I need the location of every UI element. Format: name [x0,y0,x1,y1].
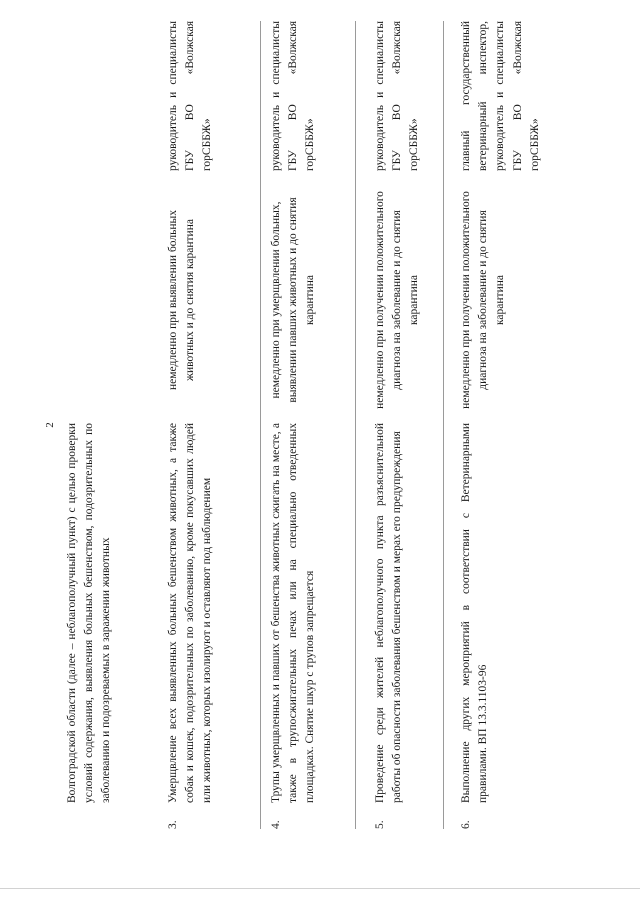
row-number: 4. [270,820,282,829]
page-number: 2 [44,422,56,428]
responsible-text: руководитель и специалисты ГБУ ВО «Волжская горСББЖ» [270,21,317,171]
row-number: 3. [167,820,179,829]
row-number: 6. [460,820,472,829]
measure-text: Выполнение других мероприятий в соответствии с Ветеринарными правилами. ВП 13.3.1103-96 [460,423,490,803]
term-text: немедленно при получении положительного диагноза на заболевание и до снятия карантина [460,191,507,409]
intro-text: Волгоградской области (далее – неблагополучный пункт) с целью проверки условий содержания, выявления больных бешенством, подозрительных по заболеванию и подозреваемых в заражении животных [66,423,113,803]
measure-text: Трупы умерщвленных и павших от бешенства животных сжигать на месте, а также в трупосжигательных печах или на специально отведенных площадках. Снятие шкур с трупов запрещается [270,423,317,803]
measure-text: Проведение среди жителей неблагополучного пункта разъяснительной работы об опасности заболевания бешенством и мерах его предупреждения [374,423,404,803]
responsible-text: главный государственный ветеринарный инспектор, руководитель и специалисты ГБУ ВО «Волжская горСББЖ» [460,21,541,171]
row-divider [443,21,444,829]
term-text: немедленно при выявлении больных животных и до снятия карантина [167,209,197,391]
responsible-text: руководитель и специалисты ГБУ ВО «Волжская горСББЖ» [374,21,421,171]
row-divider [355,21,356,829]
responsible-text: руководитель и специалисты ГБУ ВО «Волжская горСББЖ» [167,21,214,171]
row-number: 5. [374,820,386,829]
measure-text: Умерщвление всех выявленных больных бешенством животных, а также собак и кошек, подозрительных по заболеванию, кроме покусавших людей или животных, которых изолируют и оставляют под наблюдением [167,423,214,803]
term-text: немедленно при умерщвлении больных, выявлении павших животных и до снятия карантина [270,197,317,403]
page-edge-line [0,888,640,889]
row-divider [260,21,261,829]
term-text: немедленно при получении положительного диагноза на заболевание и до снятия карантина [374,191,421,409]
